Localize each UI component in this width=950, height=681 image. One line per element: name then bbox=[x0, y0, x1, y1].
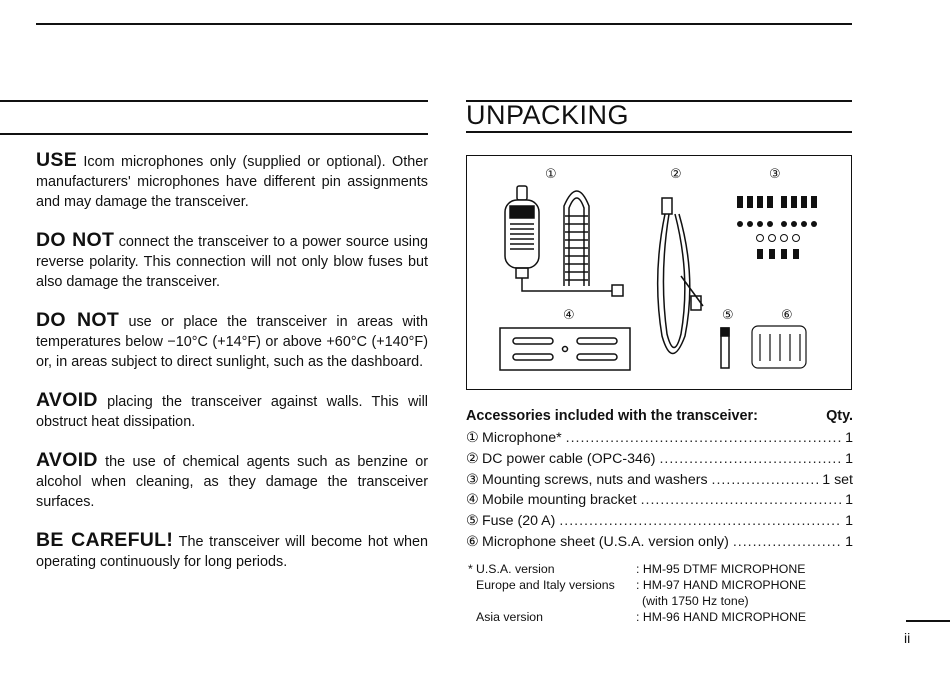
precaution-paragraph bbox=[36, 450, 428, 512]
precaution-keyword: DO NOT bbox=[36, 309, 120, 331]
item-name: Fuse (20 A) bbox=[482, 513, 556, 530]
precaution-paragraph bbox=[36, 390, 428, 432]
accessories-illustration bbox=[466, 155, 852, 390]
precaution-keyword: BE CAREFUL! bbox=[36, 529, 174, 551]
note-region: Asia version bbox=[476, 610, 543, 624]
precaution-text: Icom microphones only (supplied or optional). Other manufacturers' microphones have different pin assignments and may damage the transceiver. bbox=[36, 154, 428, 210]
item-name: Mounting screws, nuts and washers bbox=[482, 471, 708, 488]
page-number-rule bbox=[906, 620, 950, 622]
list-item bbox=[466, 428, 853, 449]
dc-cable-illustration bbox=[658, 198, 703, 354]
item-qty: 1 set bbox=[822, 471, 853, 488]
note-marker bbox=[468, 609, 476, 625]
dot-leader bbox=[566, 428, 841, 449]
microphone-illustration bbox=[505, 186, 623, 296]
dot-leader bbox=[712, 470, 819, 491]
list-item bbox=[466, 449, 853, 470]
note-model: : HM-95 DTMF MICROPHONE bbox=[636, 562, 806, 576]
precaution-keyword: DO NOT bbox=[36, 229, 115, 251]
section-heading: UNPACKING bbox=[466, 100, 630, 130]
precaution-text: placing the transceiver against walls. This will obstruct heat dissipation. bbox=[36, 394, 429, 430]
bracket-illustration bbox=[500, 328, 630, 370]
figure-label-2: ② bbox=[670, 167, 682, 182]
precaution-text: The transceiver will become hot when operating continuously for long periods. bbox=[36, 534, 428, 570]
note-marker bbox=[468, 577, 476, 593]
precaution-paragraph bbox=[36, 230, 428, 292]
figure-label-3: ③ bbox=[769, 167, 781, 182]
list-item bbox=[466, 490, 853, 511]
item-qty: 1 bbox=[845, 492, 853, 509]
figure-label-1: ① bbox=[545, 167, 557, 182]
precaution-keyword: USE bbox=[36, 149, 77, 171]
item-name: Microphone* bbox=[482, 430, 562, 446]
top-rule bbox=[36, 23, 852, 25]
note-model: : HM-96 HAND MICROPHONE bbox=[636, 610, 807, 624]
item-name: Microphone sheet (U.S.A. version only) bbox=[482, 533, 729, 550]
item-name: DC power cable (OPC-346) bbox=[482, 450, 656, 467]
list-item bbox=[466, 470, 853, 491]
note-row bbox=[468, 561, 806, 577]
figure-label-6: ⑥ bbox=[781, 308, 793, 323]
left-lower-rule bbox=[0, 133, 428, 135]
note-model: (with 1750 Hz tone) bbox=[642, 594, 749, 608]
item-qty: 1 bbox=[845, 450, 853, 467]
note-region bbox=[476, 593, 636, 609]
note-model: : HM-97 HAND MICROPHONE bbox=[636, 578, 807, 592]
precaution-keyword: AVOID bbox=[36, 449, 98, 471]
item-number: ④ bbox=[466, 492, 479, 509]
item-name: Mobile mounting bracket bbox=[482, 492, 637, 509]
dot-leader bbox=[559, 511, 841, 532]
left-upper-rule bbox=[0, 100, 428, 102]
accessories-header bbox=[466, 408, 853, 424]
item-qty: 1 bbox=[845, 513, 853, 530]
figure-label-5: ⑤ bbox=[722, 308, 734, 323]
dot-leader bbox=[641, 490, 842, 511]
item-number: ⑤ bbox=[466, 513, 479, 530]
accessories-title: Accessories included with the transceiver: bbox=[466, 408, 758, 424]
item-qty: 1 bbox=[845, 533, 853, 550]
dot-leader bbox=[733, 532, 841, 553]
precaution-text: connect the transceiver to a power source using reverse polarity. This connection will not only blow fuses but also damage the transceiver. bbox=[36, 234, 428, 290]
item-number: ① bbox=[466, 430, 479, 446]
figure-label-4: ④ bbox=[563, 308, 575, 323]
precaution-text: the use of chemical agents such as benzine or alcohol when cleaning, as they damage the transceiver surfaces. bbox=[36, 454, 428, 510]
precaution-paragraph bbox=[36, 530, 428, 572]
item-number: ② bbox=[466, 450, 479, 467]
accessories-list bbox=[466, 428, 853, 553]
precaution-paragraph bbox=[36, 310, 428, 372]
list-item bbox=[466, 532, 853, 553]
fuse-illustration bbox=[721, 328, 729, 368]
precaution-keyword: AVOID bbox=[36, 389, 98, 411]
accessories-drawing bbox=[467, 156, 851, 389]
right-lower-rule bbox=[466, 131, 852, 133]
screws-illustration bbox=[737, 196, 817, 259]
precaution-text: use or place the transceiver in areas with temperatures below −10°C (+14°F) or above +60°C (+140°F) or, in areas subject to direct sunlight, such as the dashboard. bbox=[36, 314, 428, 370]
item-qty: 1 bbox=[845, 430, 853, 446]
list-item bbox=[466, 511, 853, 532]
page-number: ii bbox=[904, 630, 911, 646]
precautions-column bbox=[36, 150, 428, 590]
note-row bbox=[468, 609, 806, 625]
note-region: U.S.A. version bbox=[476, 562, 555, 576]
note-marker bbox=[468, 593, 476, 609]
note-row bbox=[468, 593, 806, 609]
item-number: ⑥ bbox=[466, 533, 479, 550]
qty-header: Qty. bbox=[826, 408, 853, 424]
precaution-paragraph bbox=[36, 150, 428, 212]
note-marker: * bbox=[468, 562, 473, 576]
dot-leader bbox=[659, 449, 841, 470]
microphone-sheet-illustration bbox=[752, 326, 806, 368]
note-row bbox=[468, 577, 806, 593]
item-number: ③ bbox=[466, 471, 479, 488]
version-notes bbox=[468, 561, 806, 625]
note-region: Europe and Italy versions bbox=[476, 578, 615, 592]
